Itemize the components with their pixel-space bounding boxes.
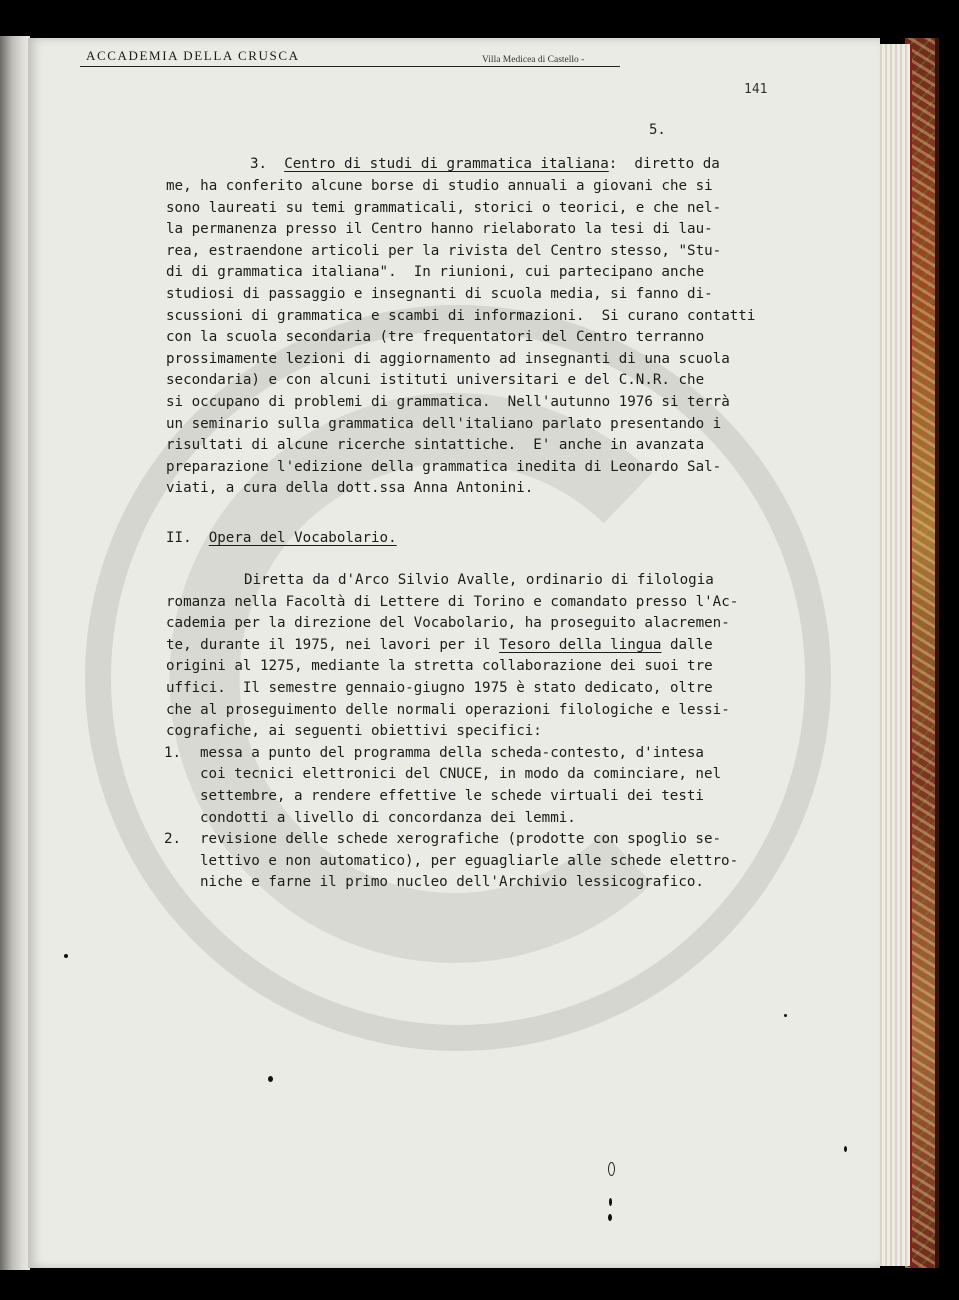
section3-text-line: viati, a cura della dott.ssa Anna Antonini. <box>166 480 534 497</box>
section2-number: II. <box>166 530 192 546</box>
section3-text-line: un seminario sulla grammatica dell'italiano parlato presentando i <box>166 415 722 432</box>
running-header <box>80 44 620 67</box>
list-item-line: lettivo e non automatico), per eguagliarle alle schede elettro- <box>200 852 739 869</box>
list-item-number: 2. <box>164 831 182 848</box>
section2-text-line: uffici. Il semestre gennaio-giugno 1975 è stato dedicato, oltre <box>166 680 713 696</box>
list-item-line: niche e farne il primo nucleo dell'Archivio lessicografico. <box>200 874 704 891</box>
list-item-line: condotti a livello di concordanza dei lemmi. <box>200 809 576 826</box>
section2-title: Opera del Vocabolario. <box>208 530 397 546</box>
list-item-line: revisione delle schede xerografiche (prodotte con spoglio se- <box>200 831 722 848</box>
folio-number: 141 <box>744 82 768 97</box>
speck <box>784 1014 787 1017</box>
section2-text-line: cademia per la direzione del Vocabolario, ha proseguito alacremen- <box>166 615 730 632</box>
section2-text-line <box>166 635 713 657</box>
section2-text-line: cografiche, ai seguenti obiettivi specifici: <box>166 723 542 740</box>
tesoro-title: Tesoro della lingua <box>499 636 662 653</box>
section2-text-line: origini al 1275, mediante la stretta collaborazione dei suoi tre <box>166 658 713 675</box>
section3-text-line: scussioni di grammatica e scambi di informazioni. Si curano contatti <box>166 307 756 324</box>
speck <box>608 1162 615 1176</box>
section3-text-line: studiosi di passaggio e insegnanti di scuola media, si fanno di- <box>166 286 713 302</box>
section3-text-line: me, ha conferito alcune borse di studio annuali a giovani che si <box>166 178 713 194</box>
tesoro-line-before: te, durante il 1975, nei lavori per il <box>166 636 500 653</box>
document-page <box>28 38 880 1268</box>
book-spine-edge <box>0 36 30 1270</box>
section3-title: Centro di studi di grammatica italiana <box>284 156 609 172</box>
section2-heading <box>166 528 397 550</box>
section3-text-line: con la scuola secondaria (tre frequentatori del Centro terranno <box>166 329 705 346</box>
section3-text-line: si occupano di problemi di grammatica. Nell'autunno 1976 si terrà <box>166 394 730 410</box>
section3-text-line: prossimamente lezioni di aggiornamento ad insegnanti di una scuola <box>166 350 730 367</box>
speck <box>609 1198 612 1206</box>
section2-text-line: che al proseguimento delle normali operazioni filologiche e lessi- <box>166 701 730 718</box>
speck <box>844 1146 847 1152</box>
section3-text-line: secondaria) e con alcuni istituti universitari e del C.N.R. che <box>166 372 705 389</box>
section3-heading-line <box>250 154 720 176</box>
section2-text-line: Diretta da d'Arco Silvio Avalle, ordinario di filologia <box>244 572 714 588</box>
list-item-number: 1. <box>164 744 182 761</box>
speck <box>608 1214 612 1221</box>
list-item-line: settembre, a rendere effettive le schede virtuali dei testi <box>200 788 704 804</box>
section3-text-line: la permanenza presso il Centro hanno rielaborato la tesi di lau- <box>166 221 713 238</box>
tesoro-line-after: dalle <box>661 636 713 653</box>
page-number: 5. <box>649 122 666 138</box>
section3-text-line: preparazione l'edizione della grammatica inedita di Leonardo Sal- <box>166 458 722 475</box>
section3-text-line: sono laureati su temi grammaticali, storici o teorici, e che nel- <box>166 199 722 216</box>
section3-text-line: rea, estraendone articoli per la rivista del Centro stesso, "Stu- <box>166 242 722 259</box>
institution-name: ACCADEMIA DELLA CRUSCA <box>86 48 300 63</box>
institution-place: Villa Medicea di Castello - <box>482 55 585 65</box>
section3-text-line: di di grammatica italiana". In riunioni, cui partecipano anche <box>166 264 705 281</box>
list-item-line: coi tecnici elettronici del CNUCE, in modo da cominciare, nel <box>200 766 722 783</box>
section2-text-line: romanza nella Facoltà di Lettere di Torino e comandato presso l'Ac- <box>166 593 739 610</box>
section3-item-number: 3. <box>250 156 268 172</box>
speck <box>268 1076 273 1082</box>
section3-text-line: risultati di alcune ricerche sintattiche. E' anche in avanzata <box>166 437 705 454</box>
section3-first-line-rest: : diretto da <box>608 156 720 172</box>
speck <box>64 954 68 958</box>
list-item-line: messa a punto del programma della scheda-contesto, d'intesa <box>200 744 704 761</box>
